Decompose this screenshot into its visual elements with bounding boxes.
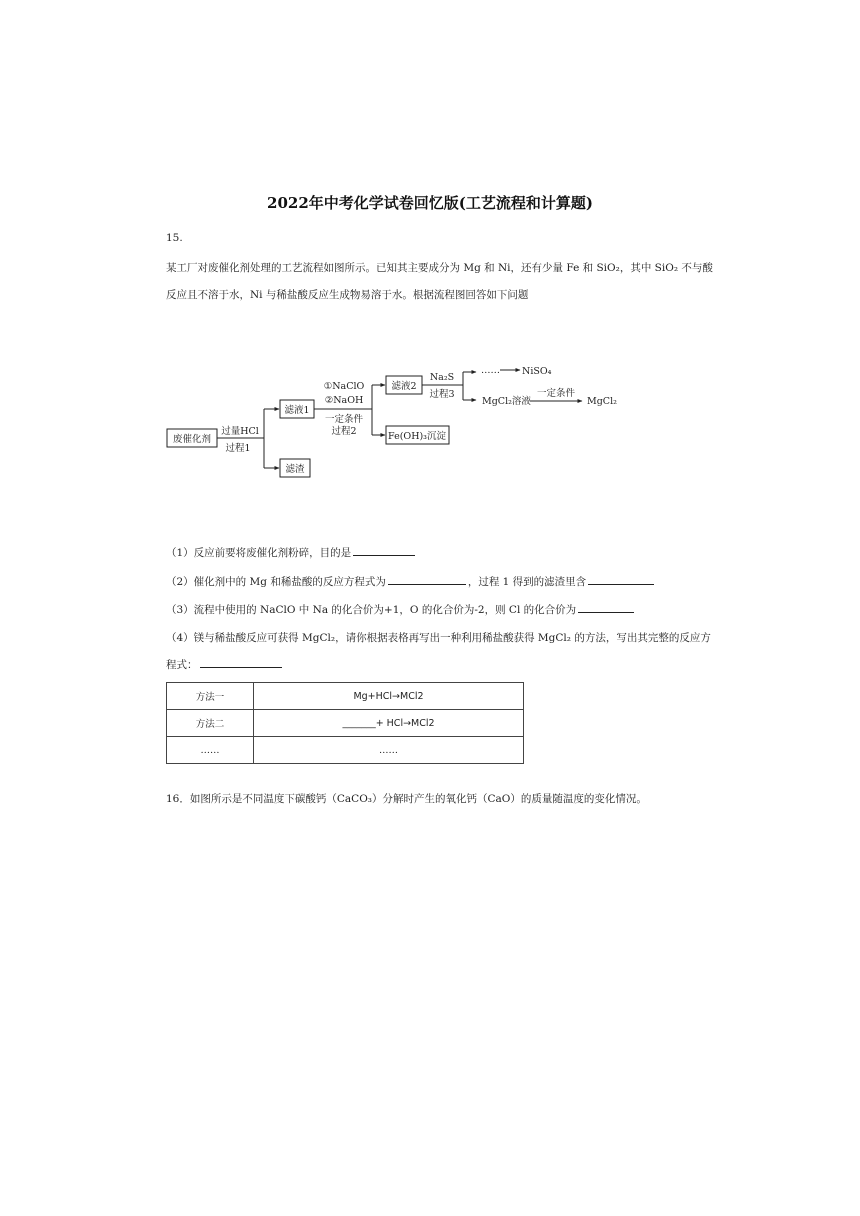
label-step1: 过程1	[225, 443, 251, 454]
label-step3: 过程3	[429, 389, 455, 400]
table-cell: ……	[254, 737, 524, 764]
table-cell: ……	[167, 737, 254, 764]
question-15-number: 15.	[166, 232, 183, 244]
label-step3-reagent: Na₂S	[429, 372, 455, 383]
label-residue: 滤渣	[285, 464, 305, 475]
label-step1-reagent: 过量HCl	[221, 426, 259, 437]
label-final-condition: 一定条件	[536, 388, 576, 399]
question-16-text: 16．如图所示是不同温度下碳酸钙（CaCO₃）分解时产生的氧化钙（CaO）的质量随温度的变化情况。	[166, 793, 647, 805]
table-row	[167, 737, 524, 764]
answer-blank-2a[interactable]	[388, 574, 466, 585]
sub-question-2: （2）催化剂中的 Mg 和稀盐酸的反应方程式为 ，过程 1 得到的滤渣里含	[166, 574, 656, 589]
label-precipitate: Fe(OH)₃沉淀	[388, 431, 446, 442]
table-cell: Mg+HCl→MCl2	[254, 683, 524, 710]
table-cell: 方法二	[167, 710, 254, 737]
label-filtrate2: 滤液2	[391, 381, 417, 392]
label-mgcl2-solution: MgCl₂溶液	[482, 396, 531, 407]
label-reagent-naoh: ②NaOH	[324, 395, 364, 406]
label-mgcl2: MgCl₂	[587, 396, 617, 407]
label-step2: 过程2	[331, 426, 357, 437]
label-step2-condition: 一定条件	[324, 414, 364, 425]
label-waste-catalyst: 废催化剂	[172, 434, 212, 445]
answer-blank-2b[interactable]	[588, 574, 654, 585]
sub-question-3: （3）流程中使用的 NaClO 中 Na 的化合价为+1，O 的化合价为-2，则 Cl 的化合价为	[166, 602, 636, 617]
answer-blank-3[interactable]	[578, 602, 634, 613]
table-cell: _______+ HCl→MCl2	[254, 710, 524, 737]
table-row	[167, 710, 524, 737]
question-15-intro-line2: 反应且不溶于水，Ni 与稀盐酸反应生成物易溶于水。根据流程图回答如下问题	[166, 289, 529, 301]
process-flow-diagram	[0, 0, 860, 520]
answer-blank-1[interactable]	[353, 545, 415, 556]
sub-question-1: （1）反应前要将废催化剂粉碎，目的是	[166, 545, 417, 560]
label-reagent-naclo: ①NaClO	[323, 381, 365, 392]
table-cell: 方法一	[167, 683, 254, 710]
answer-blank-4[interactable]	[200, 657, 282, 668]
sub-question-4-line2: 程式：	[166, 657, 284, 672]
page-title: 2022年中考化学试卷回忆版(工艺流程和计算题)	[267, 194, 593, 212]
label-filtrate1: 滤液1	[284, 405, 310, 416]
table-row	[167, 683, 524, 710]
methods-table	[166, 682, 524, 764]
label-dots: ……	[481, 365, 500, 376]
question-15-intro-line1: 某工厂对废催化剂处理的工艺流程如图所示。已知其主要成分为 Mg 和 Ni，还有少量 Fe 和 SiO₂，其中 SiO₂ 不与酸	[166, 262, 713, 274]
label-niso4: NiSO₄	[522, 366, 552, 377]
sub-question-4-line1: （4）镁与稀盐酸反应可获得 MgCl₂，请你根据表格再写出一种利用稀盐酸获得 MgCl₂ 的方法，写出其完整的反应方	[166, 632, 711, 644]
